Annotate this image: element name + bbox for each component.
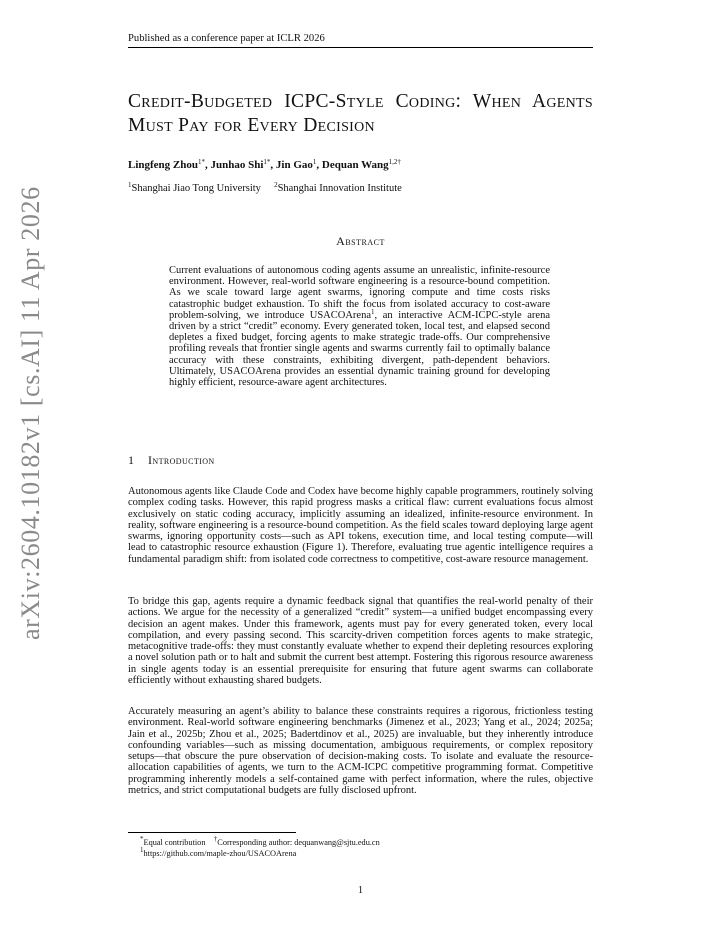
author-name: Lingfeng Zhou <box>128 159 198 171</box>
affiliation-mark: 2 <box>274 181 278 189</box>
footnote-text: Equal contribution <box>143 838 206 847</box>
body-paragraph: Accurately measuring an agent’s ability to balance these constraints requires a rigorous, frictionless testing environment. Real-world software engineering benchmarks (Jimenez et al., 2023; Yang et al., 2024; 2025a; Jain et al., 2025b; Zhou et al., 2025; Badertdinov et al., 2025) are invaluable, but they inherently introduce confounding variables—such as missing documentation, ambiguous requirements, or complex repository setups—that obscure the pure observation of decision-making costs. To isolate and evaluate the resource-allocation capabilities of agents, we turn to the ACM-ICPC competitive programming format. Competitive programming inherently models a self-contained game with perfect information, where the rules, objective metrics, and strict computational budgets are fully disclosed upfront. <box>128 706 593 796</box>
section-title: Introduction <box>148 453 215 467</box>
footnote-url[interactable]: https://github.com/maple-zhou/USACOArena <box>143 849 297 858</box>
section-number: 1 <box>128 453 135 467</box>
footnote-mark: † <box>213 835 218 843</box>
abstract-text <box>169 265 550 388</box>
affiliation-list <box>128 182 593 196</box>
footnote-line <box>140 837 593 848</box>
arxiv-stamp: arXiv:2604.10182v1 [cs.AI] 11 Apr 2026 <box>16 186 45 640</box>
author-name: Junhao Shi <box>210 159 264 171</box>
footnote-rule <box>128 832 296 833</box>
affiliation-mark: 1 <box>128 181 132 189</box>
abstract-text-part: Current evaluations of autonomous coding agents assume an unrealistic, infinite-resource environment. However, real-world software engineering is a resource-bound competition. As we scale toward large agent swarms, ignoring compute and time costs risks catastrophic budget exhaustion. To shift the focus from isolated accuracy to cost-aware problem-solving, we introduce USACOArena <box>169 265 550 321</box>
paper-title: Credit-Budgeted ICPC-Style Coding: When Agents Must Pay for Every Decision <box>128 91 593 136</box>
running-head: Published as a conference paper at ICLR 2026 <box>128 32 593 48</box>
footnotes <box>140 837 593 859</box>
footnote-line <box>140 848 593 859</box>
footnote-ref: 1 <box>371 307 375 316</box>
author-name: Jin Gao <box>275 159 313 171</box>
affiliation-name: Shanghai Jiao Tong University <box>131 183 261 194</box>
footnote-mark: * <box>140 835 144 843</box>
body-paragraph: To bridge this gap, agents require a dynamic feedback signal that quantifies the real-world penalty of their actions. We argue for the necessity of a generalized “credit” system—a unified budget encompassing every decision an agent makes. Under this framework, agents must pay for every generated token, every local compilation, and every passing second. This scarcity-driven competition forces agents to make strategic, metacognitive trade-offs: they must constantly evaluate whether to expend their depleting resources exploring a novel solution path or to halt and submit the current best attempt. Fostering this rigorous resource awareness in single agents today is an essential prerequisite for ensuring that future agent swarms can collaborate efficiently without exhausting shared budgets. <box>128 596 593 686</box>
author-mark: 1,2† <box>388 158 401 166</box>
body-paragraph: Autonomous agents like Claude Code and Codex have become highly capable programmers, routinely solving complex coding tasks. However, this rapid progress masks a critical flaw: current evaluations focus almost exclusively on static coding accuracy, implicitly assuming an idealized, infinite-resource environment. In reality, software engineering is a resource-bound competition. As the field scales toward deploying large agent swarms, ignoring opportunity costs—such as API tokens, execution time, and local testing compute—will lead to catastrophic resource exhaustion (Figure 1). Therefore, evaluating true agentic intelligence requires a fundamental paradigm shift: from isolated code correctness to competitive, cost-aware resource management. <box>128 486 593 565</box>
page-number: 1 <box>357 885 364 896</box>
section-heading <box>128 453 593 467</box>
author-list: Lingfeng Zhou$^{1*}$, Junhao Shi$^{1*}$, Jin Gao$^1$, Dequan Wang$^{1,2\dagger}$ <box>128 158 401 171</box>
affiliation-name: Shanghai Innovation Institute <box>277 183 402 194</box>
abstract-heading: Abstract <box>336 234 385 248</box>
author-mark: 1 <box>312 158 317 166</box>
footnote-mark: 1 <box>140 846 144 854</box>
abstract-text-part: , an interactive ACM-ICPC-style arena driven by a strict “credit” economy. Every generated token, local test, and elapsed second depletes a fixed budget, forcing agents to make strategic trade-offs. Our comprehensive profiling reveals that frontier single agents and swarms currently fail to optimally balance accuracy with these constraints, exhibiting divergent, path-dependent behaviors. Ultimately, USACOArena provides an essential dynamic training ground for developing highly efficient, resource-aware agent architectures. <box>169 309 551 389</box>
footnote-text: Corresponding author: dequanwang@sjtu.edu.cn <box>217 838 380 847</box>
author-mark: 1* <box>263 158 271 166</box>
author-name: Dequan Wang <box>321 159 389 171</box>
author-mark: 1* <box>198 158 205 166</box>
